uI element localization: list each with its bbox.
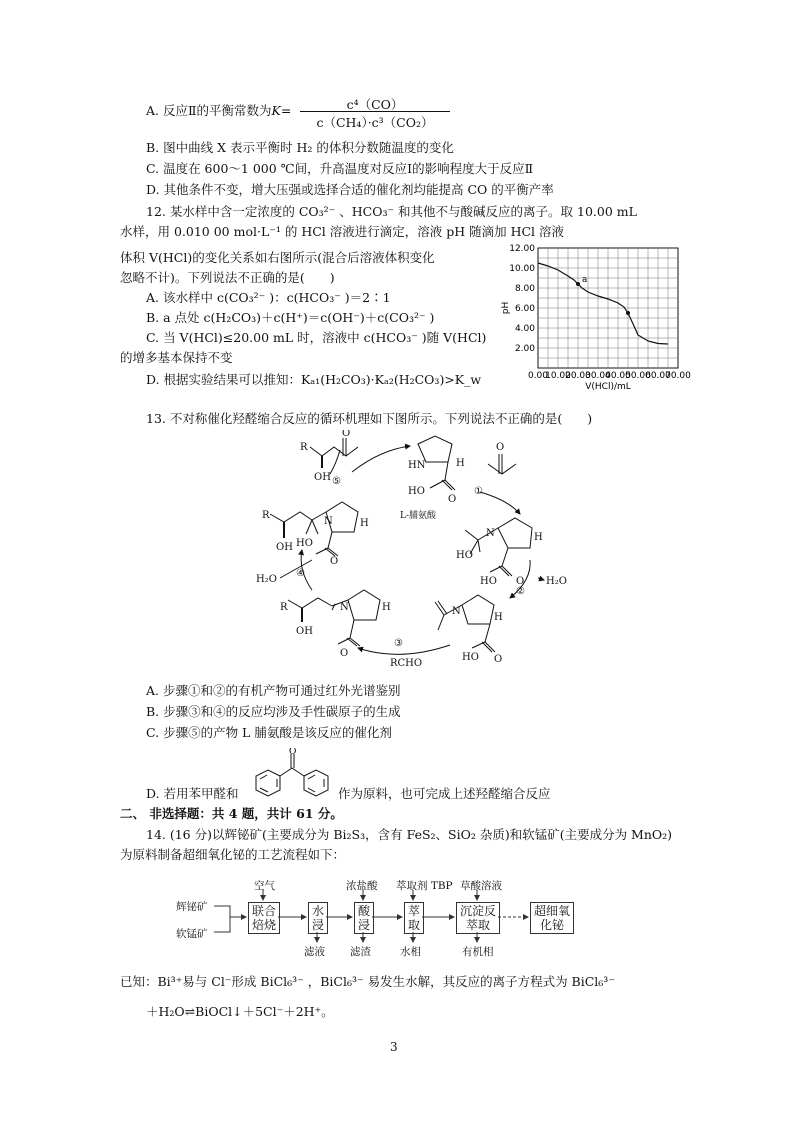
q11-fraction-denominator: c（CH₄）·c³（CO₂） (316, 115, 434, 130)
label-r-1: R (300, 442, 308, 453)
output-aqueous-phase: 水相 (400, 946, 421, 958)
step-water-leaching: 水浸 (308, 902, 328, 934)
q11-fraction-numerator: c⁴（CO） (346, 97, 404, 112)
q13-option-c: C. 步骤⑤的产物 L 脯氨酸是该反应的催化剂 (146, 725, 392, 740)
l-proline-label: L-脯氨酸 (400, 511, 437, 521)
chart-xtick-label: 70.00 (665, 371, 691, 381)
q11-option-b: B. 图中曲线 X 表示平衡时 H₂ 的体积分数随温度的变化 (146, 140, 454, 155)
aldol-product-structure (310, 438, 358, 468)
output-filter-residue: 滤渣 (350, 946, 371, 958)
q11-option-a-prefix: A. 反应Ⅱ的平衡常数为K= (146, 103, 292, 118)
reagent-tbp: 萃取剂 TBP (396, 880, 453, 892)
label-r-2: R (280, 602, 288, 613)
chart-ytick-label: 12.00 (509, 244, 535, 254)
chart-ytick-label: 2.00 (514, 344, 535, 354)
q13-option-a: A. 步骤①和②的有机产物可通过红外光谱鉴别 (146, 683, 401, 698)
label-o-6: O (340, 648, 349, 659)
label-oh-2: OH (296, 626, 313, 637)
label-o-2: O (448, 494, 457, 505)
label-ho-1: HO (408, 486, 425, 497)
step-extraction: 萃取 (404, 902, 424, 934)
label-r-3: R (262, 510, 270, 521)
chart-xtick-label: 20.00 (565, 371, 591, 381)
chart-xtick-label: 60.00 (645, 371, 671, 381)
label-oh-1: OH (314, 472, 331, 483)
label-h-2: H (534, 532, 543, 543)
step1-label: ① (474, 486, 483, 497)
step3-label: ③ (394, 638, 403, 649)
q12-option-b: B. a 点处 c(H₂CO₃)＋c(H⁺)＝c(OH⁻)＋c(CO₃²⁻ ) (146, 310, 435, 325)
chart-xtick-label: 30.00 (585, 371, 611, 381)
chart-xlabel: V(HCl)/mL (585, 382, 631, 392)
q12-stem-line4: 忽略不计)。下列说法不正确的是( ) (120, 270, 335, 285)
reagent-conc-hcl: 浓盐酸 (346, 880, 378, 892)
chart-xtick-label: 40.00 (605, 371, 631, 381)
chart-ytick-label: 10.00 (509, 264, 535, 274)
label-h-4: H (382, 602, 391, 613)
q13-stem: 13. 不对称催化羟醛缩合反应的循环机理如下图所示。下列说法不正确的是( ) (146, 411, 593, 426)
section-2-heading: 二、 非选择题：共 4 题，共计 61 分。 (120, 806, 343, 821)
step-precipitation-stripping: 沉淀反萃取 (456, 902, 500, 934)
ph-titration-chart (496, 238, 696, 396)
output-organic-phase: 有机相 (462, 946, 494, 958)
step4-label: ④ (296, 568, 305, 579)
process-flowchart (170, 874, 590, 960)
label-h2o-2: H₂O (256, 574, 277, 585)
iminium-structure (288, 590, 380, 646)
q11-option-d: D. 其他条件不变，增大压强或选择合适的催化剂均能提高 CO 的平衡产率 (146, 182, 554, 197)
chart-xtick-label: 0.00 (527, 371, 549, 381)
label-o-1: O (342, 430, 351, 439)
label-ho-2: HO (456, 550, 473, 561)
label-n-2: N (452, 606, 461, 617)
carbinolamine-structure (465, 518, 532, 576)
label-o-benzophenone: O (289, 748, 297, 757)
q12-option-c-line1: C. 当 V(HCl)≤20.00 mL 时，溶液中 c(HCO₃⁻ )随 V(HCl) (146, 330, 487, 345)
q13-option-d-suffix: 作为原料，也可完成上述羟醛缩合反应 (338, 786, 551, 801)
q12-option-a: A. 该水样中 c(CO₃²⁻ )：c(HCO₃⁻ )＝2∶1 (146, 290, 391, 305)
reagent-air: 空气 (254, 880, 275, 892)
step-acid-leaching: 酸浸 (354, 902, 374, 934)
label-ho-3: HO (480, 576, 497, 587)
label-rcho: RCHO (390, 658, 423, 669)
q14-stem-line1: 14. (16 分)以辉铋矿(主要成分为 Bi₂S₃，含有 FeS₂、SiO₂ 杂质)和软锰矿(主要成分为 MnO₂) (146, 827, 673, 842)
q11-fraction-line (300, 111, 450, 112)
chart-ytick-label: 4.00 (514, 324, 535, 334)
input-bismuthinite: 辉铋矿 (176, 901, 208, 913)
label-n-3: N (340, 602, 349, 613)
label-hn: HN (408, 460, 426, 471)
benzophenone-structure (252, 748, 336, 800)
product-ultrafine-bismuth-oxide: 超细氧化铋 (530, 902, 574, 934)
label-h-3: H (494, 612, 503, 623)
label-oh-3: OH (276, 542, 293, 553)
q13-option-d: D. 若用苯甲醛和 (146, 786, 239, 801)
enamine-structure (435, 595, 495, 652)
step2-label: ② (516, 586, 525, 597)
step5-label: ⑤ (332, 476, 341, 487)
flowchart-arrows (170, 874, 590, 960)
label-h2o-1: H₂O (546, 576, 567, 587)
q14-known-line1: 已知：Bi³⁺易与 Cl⁻形成 BiCl₆³⁻ ，BiCl₆³⁻ 易发生水解，其反应的离子方程式为 BiCl₆³⁻ (120, 974, 615, 989)
q12-stem-line3: 体积 V(HCl)的变化关系如右图所示(混合后溶液体积变化 (120, 250, 435, 265)
chart-data-point (626, 311, 630, 315)
q12-option-d: D. 根据实验结果可以推知：Kₐ₁(H₂CO₃)·Kₐ₂(H₂CO₃)>K_w (146, 372, 482, 387)
label-h-1: H (456, 458, 465, 469)
aldol-catalytic-cycle-diagram (240, 430, 570, 670)
label-o-5: O (494, 654, 503, 665)
output-filtrate: 滤液 (304, 946, 325, 958)
step-combined-roasting: 联合焙烧 (248, 902, 280, 934)
q14-stem-line2: 为原料制备超细氧化铋的工艺流程如下： (120, 847, 346, 862)
input-pyrolusite: 软锰矿 (176, 928, 208, 940)
label-o-4: O (516, 576, 525, 587)
chart-series-line (538, 263, 668, 344)
chart-data-point (576, 282, 580, 286)
q12-stem-line2: 水样，用 0.010 00 mol·L⁻¹ 的 HCl 溶液进行滴定，溶液 pH 随滴加 HCl 溶液 (120, 224, 565, 239)
label-h-5: H (360, 518, 369, 529)
acetone-structure (488, 454, 516, 474)
chart-ytick-label: 8.00 (514, 284, 535, 294)
chart-ylabel: pH (501, 301, 511, 315)
q11-option-c: C. 温度在 600～1 000 ℃间，升高温度对反应Ⅰ的影响程度大于反应Ⅱ (146, 161, 534, 176)
chart-xtick-label: 10.00 (545, 371, 571, 381)
q14-known-line2: ＋H₂O⇌BiOCl↓＋5Cl⁻＋2H⁺。 (146, 1004, 334, 1019)
label-o-7: O (330, 556, 339, 567)
reagent-oxalic-acid: 草酸溶液 (460, 880, 502, 892)
label-ho-4: HO (462, 652, 479, 663)
chart-point-label: a (582, 275, 588, 285)
chart-ytick-label: 6.00 (514, 304, 535, 314)
chart-xtick-label: 50.00 (625, 371, 651, 381)
label-o-3: O (496, 442, 505, 453)
label-n-1: N (486, 528, 495, 539)
label-ho-5: HO (296, 538, 313, 549)
q12-option-c-line2: 的增多基本保持不变 (120, 350, 233, 365)
label-n-4: N (324, 516, 333, 527)
q12-stem-line1: 12. 某水样中含一定浓度的 CO₃²⁻ 、HCO₃⁻ 和其他不与酸碱反应的离子。取 10.00 mL (146, 204, 637, 219)
q13-option-b: B. 步骤③和④的反应均涉及手性碳原子的生成 (146, 704, 401, 719)
page-number: 3 (390, 1040, 398, 1054)
